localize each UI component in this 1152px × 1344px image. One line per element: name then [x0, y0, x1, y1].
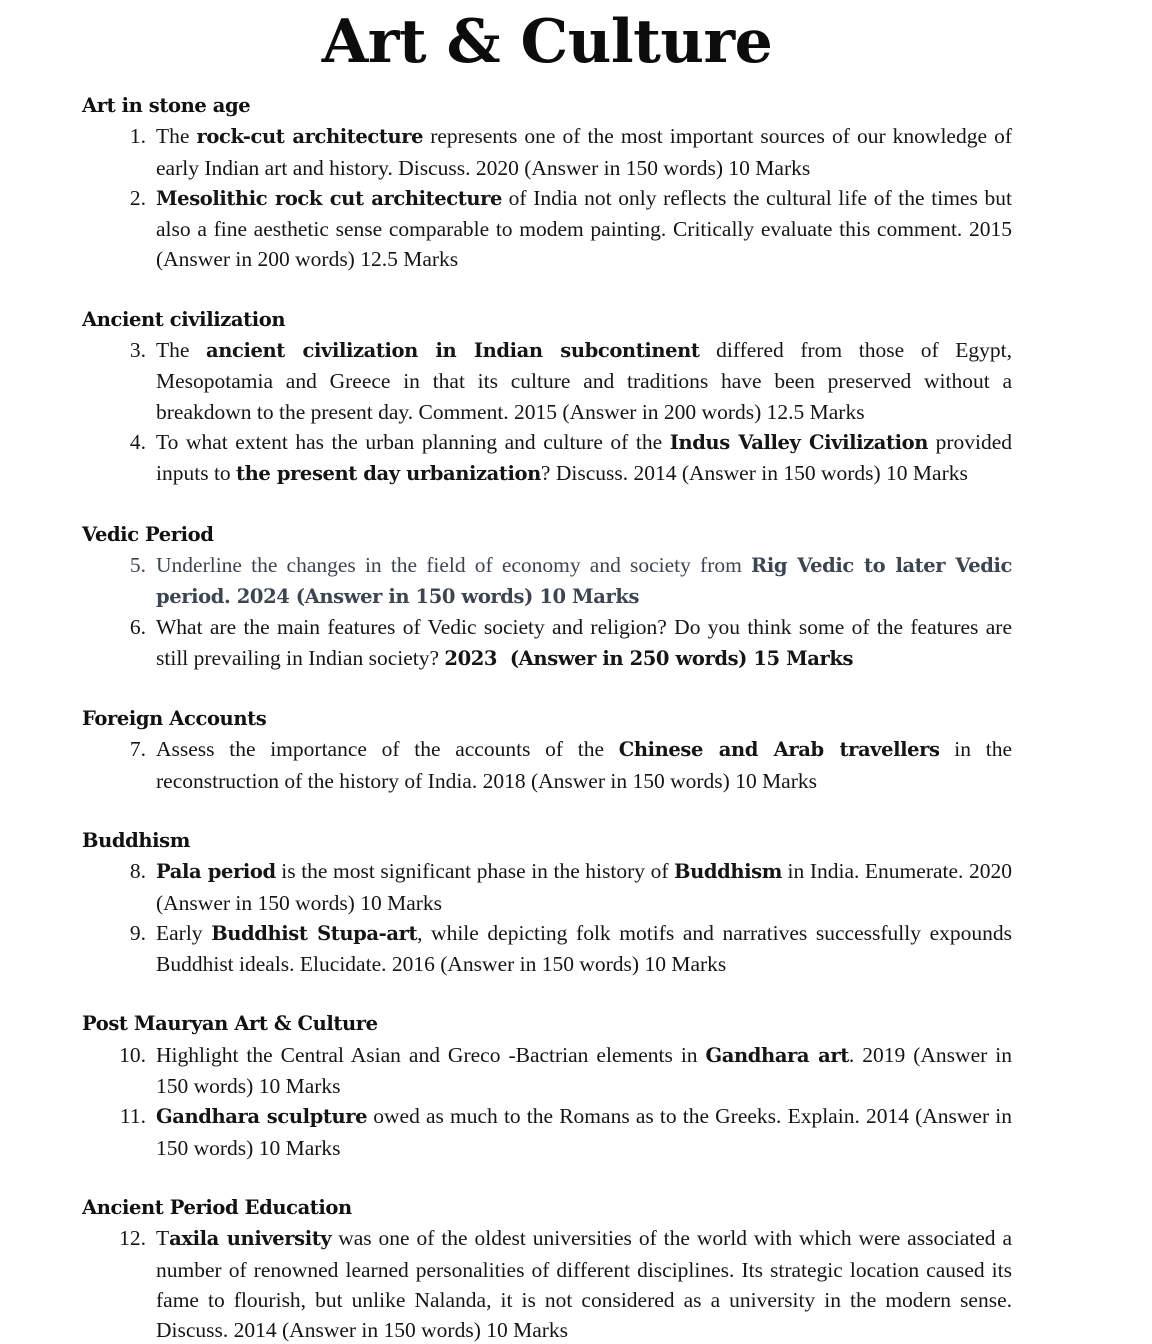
question-item [82, 734, 1012, 796]
question-text: The [156, 338, 207, 363]
section-heading: Ancient Period Education [82, 1195, 352, 1219]
question-text: provided inputs to [156, 429, 1012, 486]
question-item [82, 1040, 1012, 1102]
section-art-in-stone-age [82, 91, 1012, 275]
question-item [82, 918, 1012, 980]
question-item [82, 427, 1012, 490]
question-text: What are the main features of Vedic society and religion? Do you think some of the features are still prevailing in Indian society? [156, 615, 1012, 670]
question-keyword: Gandhara art [705, 1043, 849, 1067]
question-text: represents one of the most important sources of our knowledge of early Indian art and history. Discuss. 2020 (Answer in 150 words) 10 Marks [156, 124, 1012, 180]
question-keyword: Rig Vedic to later Vedic period. 2024 (Answer in 150 words) 10 Marks [156, 553, 1012, 609]
question-number: 7. [129, 737, 146, 762]
question-item [82, 1101, 1012, 1163]
question-text: is the most significant phase in the history of [275, 859, 675, 884]
question-text: The [156, 124, 197, 149]
question-text: ? Discuss. 2014 (Answer in 150 words) 10 Marks [540, 461, 968, 486]
question-keyword: Pala period [156, 860, 276, 884]
question-item [82, 550, 1012, 613]
question-number: 8. [129, 859, 146, 884]
question-item [82, 612, 1012, 674]
section-heading: Art in stone age [82, 94, 251, 117]
question-keyword: ancient civilization in Indian subcontinent [206, 339, 700, 363]
question-number: 9. [129, 920, 146, 945]
question-keyword: rock-cut architecture [196, 125, 424, 149]
section-ancient-civilization [82, 305, 1012, 490]
question-item [82, 856, 1012, 918]
question-number: 11. [119, 1104, 146, 1129]
section-post-mauryan-art [82, 1009, 1012, 1162]
section-heading: Foreign Accounts [82, 707, 267, 731]
question-item [82, 335, 1012, 427]
section-buddhism [82, 826, 1012, 979]
question-item [82, 1223, 1012, 1344]
section-foreign-accounts [82, 704, 1012, 796]
question-text: Early [156, 920, 212, 945]
question-keyword: axila university [169, 1227, 332, 1251]
section-vedic-period [82, 520, 1012, 674]
section-ancient-period-education [82, 1193, 1012, 1344]
question-text: differed from those of Egypt, Mesopotamia and Greece in that its culture and traditions have been preserved without a breakdown to the present day. Comment. 2015 (Answer in 200 words) 12.5 Marks [156, 338, 1012, 424]
question-number: 12. [119, 1226, 146, 1251]
question-number: 2. [129, 185, 146, 210]
question-keyword: 2023 (Answer in 250 words) 15 Marks [444, 646, 854, 670]
question-keyword: Buddhist Stupa-art [211, 921, 418, 945]
question-text: To what extent has the urban planning and culture of the [156, 429, 670, 454]
page-title: Art & Culture [321, 7, 773, 77]
question-text: Underline the changes in the field of economy and society from [156, 552, 752, 577]
question-text: Assess the importance of the accounts of the [156, 737, 619, 762]
question-text: in India. Enumerate. 2020 (Answer in 150 words) 10 Marks [156, 859, 1012, 915]
question-text: in the reconstruction of the history of India. 2018 (Answer in 150 words) 10 Marks [156, 737, 1012, 793]
section-heading: Buddhism [82, 828, 190, 852]
section-heading: Ancient civilization [82, 307, 286, 331]
question-text: , while depicting folk motifs and narratives successfully expounds Buddhist ideals. Elucidate. 2016 (Answer in 150 words) 10 Marks [156, 920, 1013, 977]
question-text: owed as much to the Romans as to the Greeks. Explain. 2014 (Answer in 150 words) 10 Marks [156, 1104, 1012, 1160]
question-text: Highlight the Central Asian and Greco -Bactrian elements in [156, 1042, 706, 1067]
section-heading: Post Mauryan Art & Culture [82, 1012, 378, 1036]
question-text: of India not only reflects the cultural life of the times but also a fine aesthetic sense comparable to modem painting. Critically evaluate this comment. 2015 (Answer in 200 words) 12.5 Marks [156, 185, 1012, 272]
question-number: 5. [129, 552, 146, 577]
question-text: was one of the oldest universities of the world with which were associated a number of renowned learned personalities of different disciplines. Its strategic location caused its fame to flourish, but unlike Nalanda, it is not considered as a university in the modern sense. Discuss. 2014 (Answer in 150 words) 10 Marks [156, 1226, 1012, 1343]
question-number: 4. [129, 429, 146, 454]
question-item [82, 183, 1012, 275]
question-number: 10. [119, 1042, 146, 1067]
question-number: 1. [129, 124, 146, 149]
question-keyword: Indus Valley Civilization [669, 430, 929, 454]
question-text: . 2019 (Answer in 150 words) 10 Marks [156, 1042, 1012, 1099]
question-keyword: Buddhism [674, 860, 782, 884]
question-item [82, 121, 1012, 183]
question-keyword: the present day urbanization [236, 462, 541, 486]
question-keyword: Mesolithic rock cut architecture [156, 186, 502, 210]
question-number: 6. [129, 615, 146, 640]
question-text: T [156, 1226, 170, 1251]
section-heading: Vedic Period [82, 522, 214, 546]
questions-content [82, 91, 1012, 1344]
question-number: 3. [129, 338, 146, 363]
question-keyword: Gandhara sculpture [156, 1105, 368, 1129]
question-keyword: Chinese and Arab travellers [618, 738, 940, 762]
